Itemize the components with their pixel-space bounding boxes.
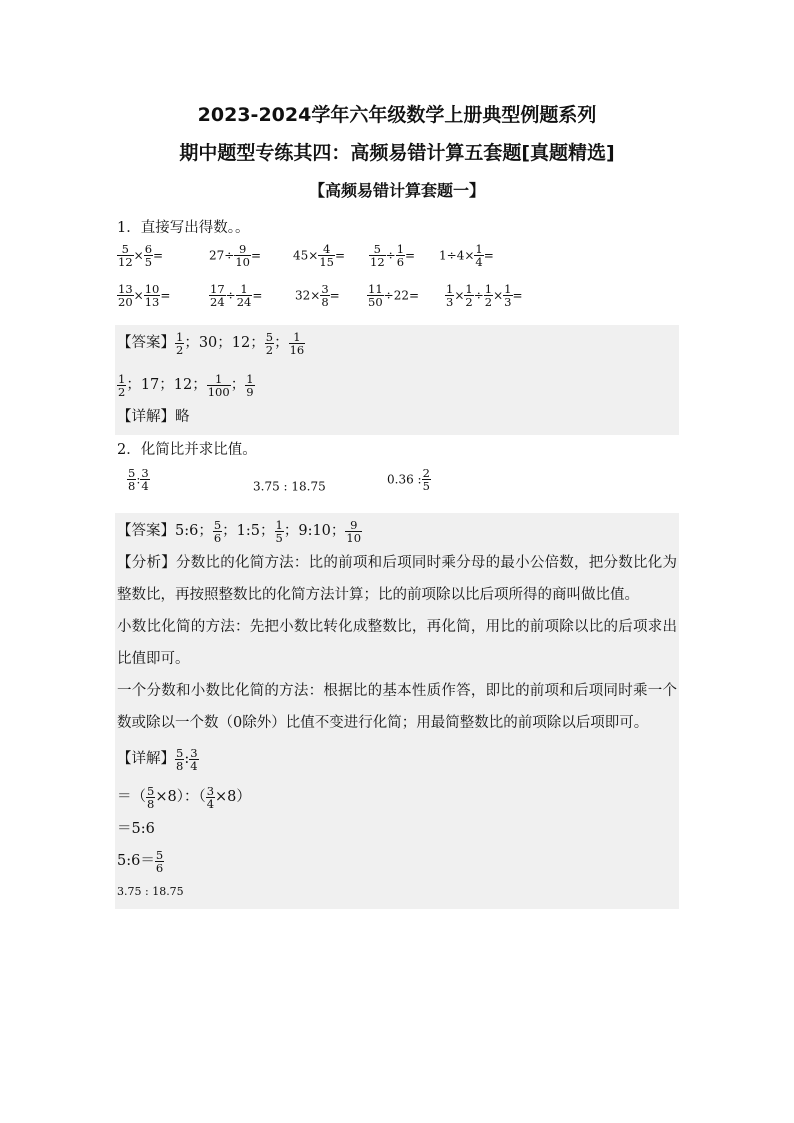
q1-answer-line-1: 【答案】 $\frac{1}{2}$ ；30；12； $\frac{5}{2}$ ； $\frac{1}{16}$ bbox=[117, 329, 305, 357]
section-title: 【高频易错计算套题一】 bbox=[308, 181, 485, 200]
q1-expr-4: $\frac{5}{12}$ ÷ $\frac{1}{6}$ = bbox=[370, 242, 416, 269]
q1-expr-5: 1÷4× $\frac{1}{4}$ = bbox=[439, 242, 494, 269]
question-1: 1．直接写出得数。。 bbox=[117, 220, 250, 236]
q2-detail-line-4: 5:6＝ $\frac{5}{6}$ bbox=[117, 847, 164, 875]
q2-detail-line-3: ＝5:6 bbox=[117, 821, 155, 837]
q1-detail: 【详解】略 bbox=[117, 409, 190, 425]
doc-subtitle: 期中题型专练其四：高频易错计算五套题[真题精选] bbox=[179, 142, 615, 164]
q2-expr-3: 0.36 : $\frac{2}{5}$ bbox=[387, 466, 430, 493]
q1-expr-8: 32× $\frac{3}{8}$ = bbox=[295, 282, 340, 309]
document-page bbox=[117, 95, 677, 909]
q2-detail-line-2: ＝（ $\frac{5}{8}$ ×8）：（ $\frac{3}{4}$ ×8） bbox=[117, 783, 251, 811]
q2-analysis-2: 小数比化简的方法：先把小数比转化成整数比，再化简，用比的前项除以比的后项求出比值即可。 bbox=[117, 619, 677, 667]
q2-detail-line-5: 3.75 : 18.75 bbox=[117, 885, 184, 898]
q2-analysis-3: 一个分数和小数比化简的方法：根据比的基本性质作答，即比的前项和后项同时乘一个数或除以一个数（0除外）比值不变进行化简；用最简整数比的前项除以后项即可。 bbox=[117, 683, 677, 731]
q2-answer-block bbox=[115, 513, 679, 909]
q1-expr-9: $\frac{11}{50}$ ÷22= bbox=[368, 282, 420, 309]
q2-expr-2: 3.75 : 18.75 bbox=[253, 479, 326, 494]
q1-expression-row-2 bbox=[117, 283, 677, 321]
q1-expr-3: 45× $\frac{4}{15}$ = bbox=[293, 242, 346, 269]
q1-expr-2: 27÷ $\frac{9}{10}$ = bbox=[209, 242, 262, 269]
q1-expr-1: $\frac{5}{12}$ × $\frac{6}{5}$ = bbox=[118, 242, 164, 269]
q1-answer-line-2: $\frac{1}{2}$ ；17；12； $\frac{1}{100}$ ； $\frac{1}{9}$ bbox=[118, 371, 254, 399]
q2-answer-line: 【答案】5:6； $\frac{5}{6}$ ；1:5； $\frac{1}{5}$ ；9:10； $\frac{9}{10}$ bbox=[117, 517, 362, 545]
q1-expr-7: $\frac{17}{24}$ ÷ $\frac{1}{24}$ = bbox=[210, 282, 263, 309]
q2-detail-line-1: 【详解】 $\frac{5}{8}$ : $\frac{3}{4}$ bbox=[117, 745, 198, 773]
q2-expression-row bbox=[117, 467, 677, 507]
q2-expr-1: $\frac{5}{8}$ : $\frac{3}{4}$ bbox=[128, 466, 149, 493]
q1-expr-10: $\frac{1}{3}$ × $\frac{1}{2}$ ÷ $\frac{1}{2}$ × $\frac{1}{3}$ = bbox=[446, 282, 523, 309]
q1-expr-6: $\frac{13}{20}$ × $\frac{10}{13}$ = bbox=[118, 282, 171, 309]
question-2: 2．化简比并求比值。 bbox=[117, 442, 257, 458]
q1-answer-block bbox=[115, 325, 679, 435]
q1-expression-row-1 bbox=[117, 243, 677, 281]
doc-title: 2023-2024学年六年级数学上册典型例题系列 bbox=[197, 104, 597, 126]
q2-analysis-1: 【分析】分数比的化简方法：比的前项和后项同时乘分母的最小公倍数，把分数比化为整数比，再按照整数比的化简方法计算；比的前项除以比后项所得的商叫做比值。 bbox=[117, 555, 678, 603]
